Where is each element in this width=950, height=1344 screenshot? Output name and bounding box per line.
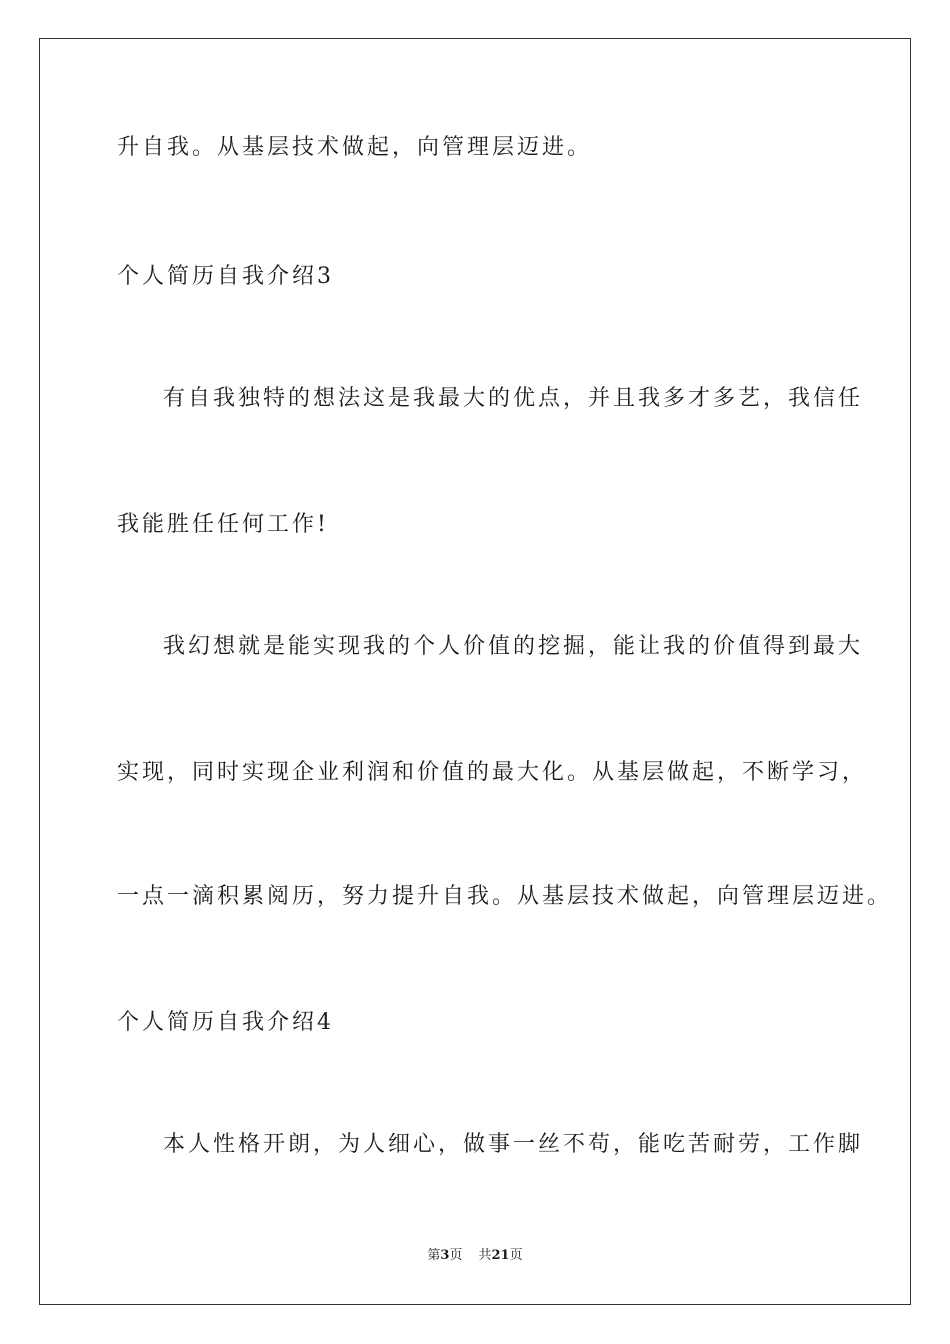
- page-footer: [0, 1247, 950, 1265]
- page-prefix: 第: [427, 1248, 441, 1263]
- page-suffix: 页: [449, 1248, 463, 1263]
- page-border: [39, 38, 911, 1305]
- page-number: 3: [440, 1248, 450, 1263]
- total-suffix: 页: [509, 1248, 523, 1263]
- body-text-line: 升自我。从基层技术做起，向管理层迈进。: [117, 135, 593, 160]
- section-heading: 个人简历自我介绍3: [117, 264, 334, 289]
- paragraph-first-line: 我幻想就是能实现我的个人价值的挖掘，能让我的价值得到最大: [163, 634, 864, 659]
- total-pages: 21: [491, 1248, 510, 1263]
- paragraph-first-line: 本人性格开朗，为人细心，做事一丝不苟，能吃苦耐劳，工作脚: [163, 1132, 864, 1157]
- body-text-line: 我能胜任任何工作!: [117, 512, 329, 537]
- section-heading: 个人简历自我介绍4: [117, 1010, 334, 1035]
- total-prefix: 共: [478, 1248, 492, 1263]
- body-text-line: 一点一滴积累阅历，努力提升自我。从基层技术做起，向管理层迈进。: [117, 884, 893, 909]
- body-text-line: 实现，同时实现企业利润和价值的最大化。从基层做起，不断学习，: [117, 760, 868, 785]
- paragraph-first-line: 有自我独特的想法这是我最大的优点，并且我多才多艺，我信任: [163, 386, 864, 411]
